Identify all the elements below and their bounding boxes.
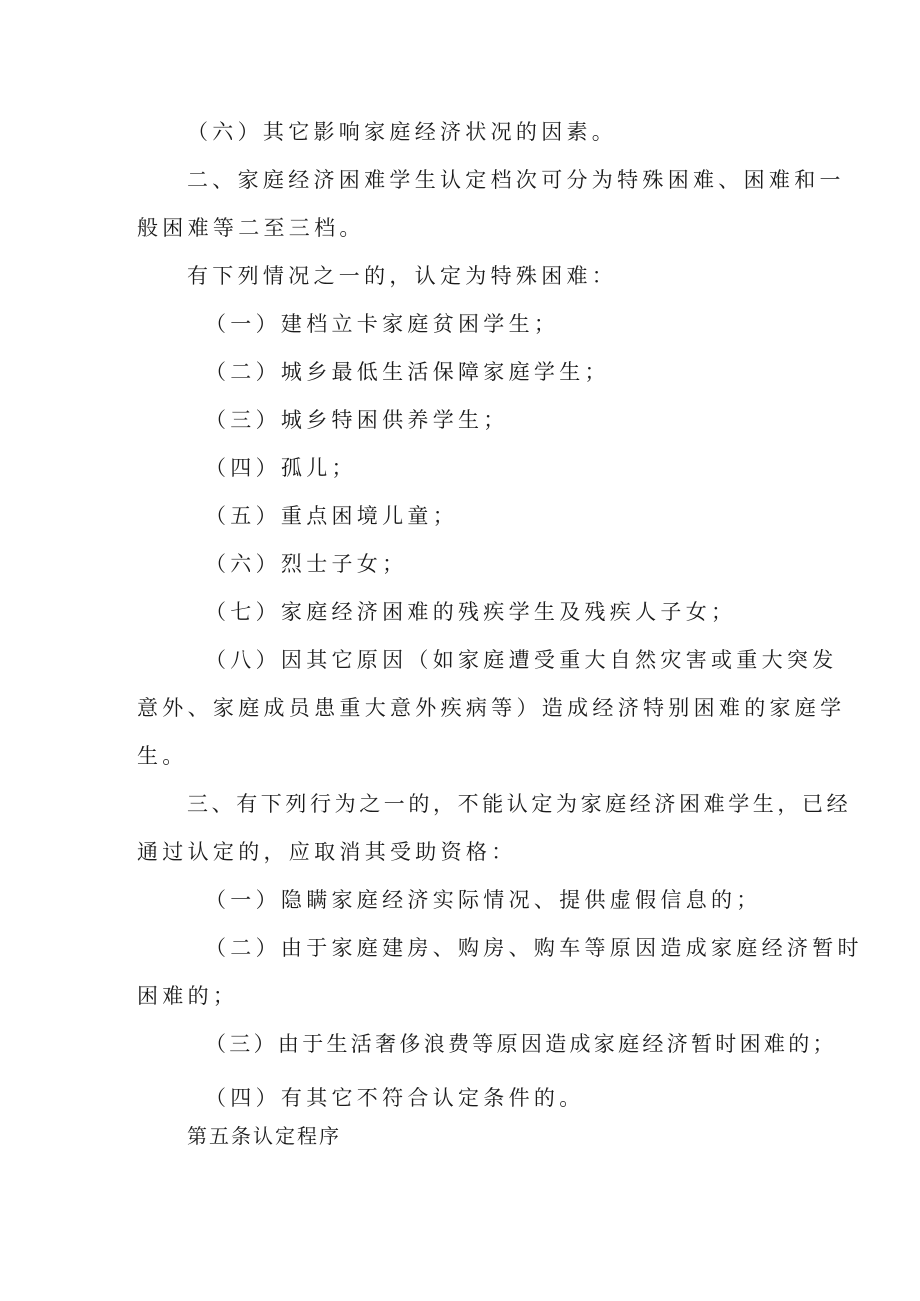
paragraph-line: （六）其它影响家庭经济状况的因素。 [187,120,618,144]
paragraph-line: （二）城乡最低生活保障家庭学生； [205,360,610,384]
paragraph-line: （三）城乡特困供养学生； [205,408,509,432]
paragraph-line: 三、有下列行为之一的，不能认定为家庭经济困难学生，已经 [187,792,852,816]
paragraph-line: （五）重点困境儿童； [205,504,458,528]
paragraph-line: 有下列情况之一的，认定为特殊困难： [187,264,618,288]
paragraph-line: （三）由于生活奢侈浪费等原因造成家庭经济暂时困难的； [205,1032,837,1056]
paragraph-line: 二、家庭经济困难学生认定档次可分为特殊困难、困难和一 [187,168,845,192]
paragraph-line: （四）孤儿； [205,456,357,480]
paragraph-line: （七）家庭经济困难的残疾学生及残疾人子女； [205,600,737,624]
paragraph-line: （一）建档立卡家庭贫困学生； [205,312,560,336]
paragraph-line: （六）烈士子女； [205,552,408,576]
paragraph-line: （四）有其它不符合认定条件的。 [205,1086,585,1110]
paragraph-line: （八）因其它原因（如家庭遭受重大自然灾害或重大突发 [205,648,838,672]
paragraph-line: 意外、家庭成员患重大意外疾病等）造成经济特别困难的家庭学 [137,696,846,720]
paragraph-line: 困难的； [137,984,239,1008]
paragraph-line: 般困难等二至三档。 [137,216,365,240]
paragraph-line: （一）隐瞒家庭经济实际情况、提供虚假信息的； [205,888,762,912]
paragraph-line: 通过认定的，应取消其受助资格： [137,840,517,864]
section-heading: 第五条认定程序 [187,1124,341,1148]
paragraph-line: 生。 [137,744,188,768]
paragraph-line: （二）由于家庭建房、购房、购车等原因造成家庭经济暂时 [205,936,863,960]
